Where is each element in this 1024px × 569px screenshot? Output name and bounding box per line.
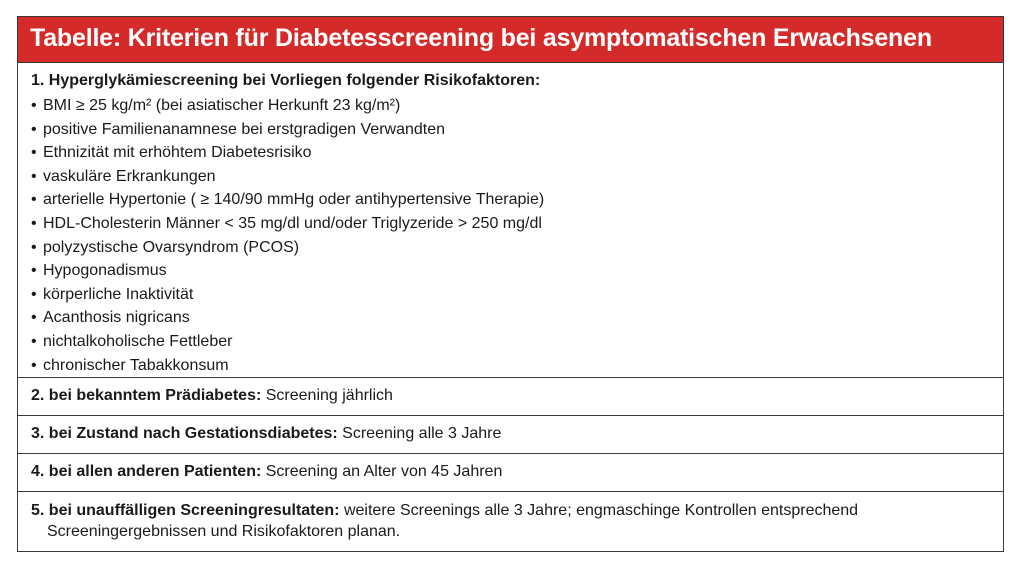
list-item xyxy=(31,212,544,236)
bullet-icon: • xyxy=(31,238,37,256)
table-title: Tabelle: Kriterien für Diabetesscreening bei asymptomatischen Erwachsenen xyxy=(30,24,932,52)
table-row xyxy=(18,378,1003,416)
bullet-icon: • xyxy=(31,332,37,350)
table-row xyxy=(18,62,1003,378)
list-item xyxy=(31,94,544,118)
section-text-continued: Screeningergebnissen und Risikofaktoren planan. xyxy=(47,523,401,540)
bullet-icon: • xyxy=(31,167,37,185)
list-item xyxy=(31,188,544,212)
list-item xyxy=(31,141,544,165)
section-line xyxy=(31,463,502,481)
list-item-text: Acanthosis nigricans xyxy=(43,309,190,327)
list-item xyxy=(31,354,544,378)
list-item xyxy=(31,306,544,330)
section-label: 3. bei Zustand nach Gestationsdiabetes: xyxy=(31,425,338,442)
section-label: 4. bei allen anderen Patienten: xyxy=(31,463,262,480)
bullet-icon: • xyxy=(31,144,37,162)
table-row xyxy=(18,492,1003,551)
section-line xyxy=(31,387,393,405)
section-heading: 1. Hyperglykämiescreening bei Vorliegen folgender Risikofaktoren: xyxy=(31,72,541,89)
bullet-icon: • xyxy=(31,262,37,280)
list-item xyxy=(31,330,544,354)
list-item xyxy=(31,283,544,307)
list-item-text: chronischer Tabakkonsum xyxy=(43,356,229,374)
section-line xyxy=(31,500,971,542)
list-item xyxy=(31,118,544,142)
criteria-table xyxy=(17,16,1004,552)
section-text: Screening jährlich xyxy=(261,387,393,404)
list-item-text: Hypogonadismus xyxy=(43,262,167,280)
bullet-icon: • xyxy=(31,285,37,303)
section-line xyxy=(31,425,501,443)
list-item xyxy=(31,236,544,260)
risk-factor-list xyxy=(31,94,544,377)
list-item-text: HDL-Cholesterin Männer < 35 mg/dl und/oder Triglyzeride > 250 mg/dl xyxy=(43,214,542,232)
section-text: Screening an Alter von 45 Jahren xyxy=(261,463,503,480)
bullet-icon: • xyxy=(31,120,37,138)
list-item-text: arterielle Hypertonie ( ≥ 140/90 mmHg oder antihypertensive Therapie) xyxy=(43,191,545,209)
section-label: 2. bei bekanntem Prädiabetes: xyxy=(31,387,262,404)
bullet-icon: • xyxy=(31,309,37,327)
section-label: 5. bei unauffälligen Screeningresultaten: xyxy=(31,502,340,519)
bullet-icon: • xyxy=(31,191,37,209)
bullet-icon: • xyxy=(31,356,37,374)
list-item-text: Ethnizität mit erhöhtem Diabetesrisiko xyxy=(43,144,312,162)
section-text: Screening alle 3 Jahre xyxy=(337,425,502,442)
table-title-bar xyxy=(18,17,1003,63)
list-item-text: BMI ≥ 25 kg/m² (bei asiatischer Herkunft 23 kg/m²) xyxy=(43,97,401,114)
list-item-text: positive Familienanamnese bei erstgradigen Verwandten xyxy=(43,120,446,138)
list-item xyxy=(31,165,544,189)
bullet-icon: • xyxy=(31,97,37,114)
list-item xyxy=(31,259,544,283)
table-row xyxy=(18,454,1003,492)
list-item-text: polyzystische Ovarsyndrom (PCOS) xyxy=(43,238,300,256)
table-row xyxy=(18,416,1003,454)
list-item-text: vaskuläre Erkrankungen xyxy=(43,167,216,185)
list-item-text: nichtalkoholische Fettleber xyxy=(43,332,233,350)
section-text: weitere Screenings alle 3 Jahre; engmaschinge Kontrollen entsprechend xyxy=(339,502,859,519)
bullet-icon: • xyxy=(31,214,37,232)
list-item-text: körperliche Inaktivität xyxy=(43,285,194,303)
